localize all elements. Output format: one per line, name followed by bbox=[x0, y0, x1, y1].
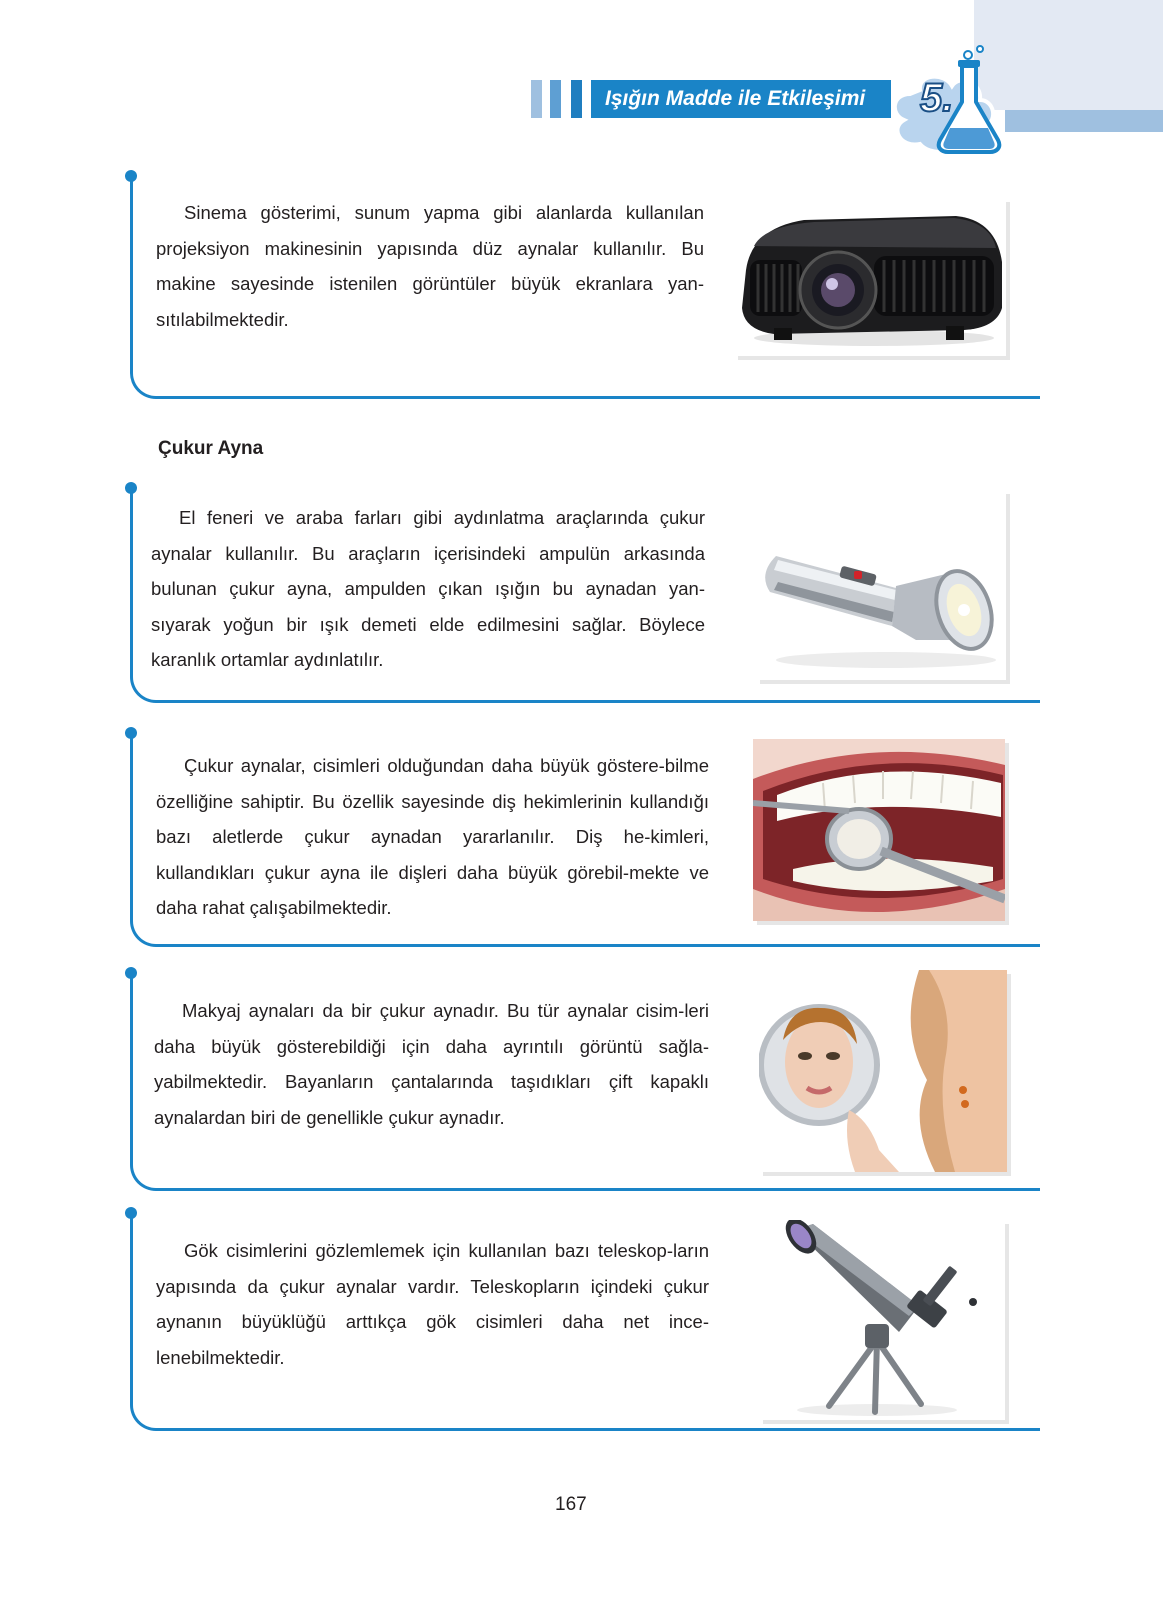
header-stripe bbox=[571, 80, 582, 118]
bullet-dot bbox=[125, 727, 137, 739]
flashlight-image bbox=[756, 490, 1006, 680]
info-block-telescope bbox=[130, 1213, 1040, 1431]
bullet-dot bbox=[125, 967, 137, 979]
section-title: Çukur Ayna bbox=[158, 438, 264, 459]
projector-image bbox=[734, 198, 1006, 356]
paragraph-telescope: Gök cisimlerini gözlemlemek için kullanılan bazı teleskop-ların yapısında da çukur aynalar vardır. Teleskopların içindeki çukur aynanın büyüklüğü arttıkça gök cisimleri daha net ince-lenebilmektedir. bbox=[156, 1240, 709, 1368]
info-block-makeup bbox=[130, 973, 1040, 1191]
info-block-dental bbox=[130, 733, 1040, 947]
page-number: 167 bbox=[555, 1494, 587, 1515]
header-stripe bbox=[531, 80, 542, 118]
dental-image bbox=[753, 739, 1005, 921]
info-block-flashlight bbox=[130, 488, 1040, 703]
bullet-dot bbox=[125, 170, 137, 182]
header-stripe bbox=[550, 80, 561, 118]
paragraph-flashlight: El feneri ve araba farları gibi aydınlatma araçlarında çukur aynalar kullanılır. Bu araçların içerisindeki ampulün arkasında bulunan çukur ayna, ampulden çıkan ışığın bu aynadan yan-sıyarak yoğun bir ışık demeti elde edilmesini sağlar. Böylece karanlık ortamlar aydınlatılır. bbox=[151, 507, 705, 670]
bullet-dot bbox=[125, 482, 137, 494]
chapter-title: Işığın Madde ile Etkileşimi bbox=[591, 80, 891, 118]
bullet-dot bbox=[125, 1207, 137, 1219]
paragraph-dental: Çukur aynalar, cisimleri olduğundan daha büyük göstere-bilme özelliğine sahiptir. Bu özellik sayesinde diş hekimlerinin kullandığı bazı aletlerde çukur aynadan yararlanılır. Diş he-kimleri, kullandıkları çukur ayna ile dişleri daha büyük görebil-mekte ve daha rahat çalışabilmektedir. bbox=[156, 755, 709, 918]
flask-icon bbox=[890, 44, 1030, 156]
info-block-projector bbox=[130, 176, 1040, 399]
makeup-mirror-image bbox=[759, 970, 1007, 1172]
paragraph-makeup: Makyaj aynaları da bir çukur aynadır. Bu tür aynalar cisim-leri daha büyük gösterebildiği için daha ayrıntılı görüntü sağla-yabilmektedir. Bayanların çantalarında taşıdıkları çift kapaklı aynalardan biri de genellikle çukur aynadır. bbox=[154, 1000, 709, 1128]
telescope-image bbox=[759, 1220, 1005, 1420]
chapter-number: 5. bbox=[920, 76, 954, 120]
paragraph-projector: Sinema gösterimi, sunum yapma gibi alanlarda kullanılan projeksiyon makinesinin yapısında düz aynalar kullanılır. Bu makine sayesinde istenilen görüntüler büyük ekranlara yan-sıtılabilmektedir. bbox=[156, 202, 704, 330]
